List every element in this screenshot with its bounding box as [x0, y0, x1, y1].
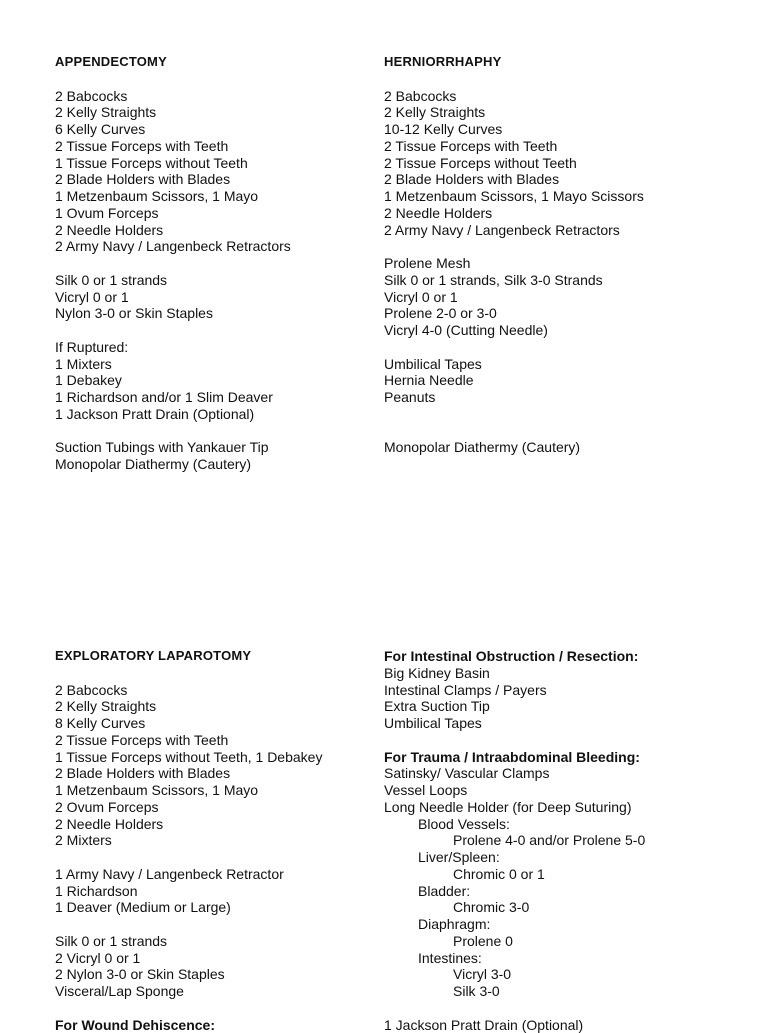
appendectomy-section [55, 54, 385, 473]
list-item: 2 Mixters [55, 832, 385, 849]
organ-label: Intestines: [384, 950, 744, 967]
list-item: 1 Metzenbaum Scissors, 1 Mayo [55, 188, 385, 205]
list-item: Vicryl 4-0 (Cutting Needle) [384, 322, 744, 339]
list-item: 2 Nylon 3-0 or Skin Staples [55, 966, 385, 983]
trauma-title: For Trauma / Intraabdominal Bleeding: [384, 749, 744, 766]
list-item: Nylon 3-0 or Skin Staples [55, 305, 385, 322]
herniorrhaphy-title: HERNIORRHAPHY [384, 54, 744, 71]
list-item: 1 Jackson Pratt Drain (Optional) [384, 1017, 744, 1033]
ruptured-label: If Ruptured: [55, 339, 385, 356]
list-item: Long Needle Holder (for Deep Suturing) [384, 799, 744, 816]
list-item: Monopolar Diathermy (Cautery) [55, 456, 385, 473]
appendectomy-title: APPENDECTOMY [55, 54, 385, 71]
organ-label: Diaphragm: [384, 916, 744, 933]
list-item: 6 Kelly Curves [55, 121, 385, 138]
list-item: 1 Tissue Forceps without Teeth [55, 155, 385, 172]
list-item: 2 Tissue Forceps with Teeth [55, 732, 385, 749]
list-item: 2 Blade Holders with Blades [55, 765, 385, 782]
list-item: Vessel Loops [384, 782, 744, 799]
obstruction-title: For Intestinal Obstruction / Resection: [384, 648, 744, 665]
list-item: 2 Army Navy / Langenbeck Retractors [384, 222, 744, 239]
herniorrhaphy-section [384, 54, 744, 456]
list-item: Hernia Needle [384, 372, 744, 389]
list-item: 2 Ovum Forceps [55, 799, 385, 816]
organ-suture: Vicryl 3-0 [384, 966, 744, 983]
organ-suture: Prolene 4-0 and/or Prolene 5-0 [384, 832, 744, 849]
list-item: Peanuts [384, 389, 744, 406]
organ-label: Blood Vessels: [384, 816, 744, 833]
list-item: 2 Blade Holders with Blades [55, 171, 385, 188]
list-item: 1 Debakey [55, 372, 385, 389]
list-item: 2 Babcocks [384, 88, 744, 105]
organ-label: Bladder: [384, 883, 744, 900]
list-item: 2 Babcocks [55, 682, 385, 699]
list-item: 1 Richardson and/or 1 Slim Deaver [55, 389, 385, 406]
laparotomy-section [55, 648, 385, 1033]
list-item: 1 Richardson [55, 883, 385, 900]
list-item: 2 Tissue Forceps with Teeth [55, 138, 385, 155]
list-item: Vicryl 0 or 1 [384, 289, 744, 306]
organ-suture: Chromic 3-0 [384, 899, 744, 916]
list-item: Vicryl 0 or 1 [55, 289, 385, 306]
list-item: 1 Tissue Forceps without Teeth, 1 Debakey [55, 749, 385, 766]
list-item: Silk 0 or 1 strands [55, 272, 385, 289]
list-item: Big Kidney Basin [384, 665, 744, 682]
list-item: 1 Metzenbaum Scissors, 1 Mayo Scissors [384, 188, 744, 205]
list-item: Extra Suction Tip [384, 698, 744, 715]
list-item: 2 Blade Holders with Blades [384, 171, 744, 188]
list-item: Monopolar Diathermy (Cautery) [384, 439, 744, 456]
organ-suture: Chromic 0 or 1 [384, 866, 744, 883]
list-item: 10-12 Kelly Curves [384, 121, 744, 138]
list-item: Prolene 2-0 or 3-0 [384, 305, 744, 322]
list-item: Silk 0 or 1 strands, Silk 3-0 Strands [384, 272, 744, 289]
list-item: 2 Kelly Straights [55, 698, 385, 715]
list-item: 2 Needle Holders [55, 816, 385, 833]
list-item: 2 Needle Holders [55, 222, 385, 239]
list-item: Satinsky/ Vascular Clamps [384, 765, 744, 782]
list-item: Silk 0 or 1 strands [55, 933, 385, 950]
list-item: 1 Deaver (Medium or Large) [55, 899, 385, 916]
organ-suture: Prolene 0 [384, 933, 744, 950]
list-item: 1 Ovum Forceps [55, 205, 385, 222]
list-item: 8 Kelly Curves [55, 715, 385, 732]
organ-suture: Silk 3-0 [384, 983, 744, 1000]
list-item: Visceral/Lap Sponge [55, 983, 385, 1000]
list-item: 2 Needle Holders [384, 205, 744, 222]
list-item: Umbilical Tapes [384, 715, 744, 732]
list-item: Prolene Mesh [384, 255, 744, 272]
list-item: 1 Jackson Pratt Drain (Optional) [55, 406, 385, 423]
list-item: 2 Tissue Forceps without Teeth [384, 155, 744, 172]
list-item: Suction Tubings with Yankauer Tip [55, 439, 385, 456]
dehiscence-title: For Wound Dehiscence: [55, 1017, 385, 1033]
list-item: Intestinal Clamps / Payers [384, 682, 744, 699]
list-item: 2 Kelly Straights [384, 104, 744, 121]
list-item: 1 Mixters [55, 356, 385, 373]
list-item: 2 Babcocks [55, 88, 385, 105]
laparotomy-title: EXPLORATORY LAPAROTOMY [55, 648, 385, 665]
organ-label: Liver/Spleen: [384, 849, 744, 866]
list-item: 2 Kelly Straights [55, 104, 385, 121]
list-item: Umbilical Tapes [384, 356, 744, 373]
specialty-section [384, 648, 744, 1033]
list-item: 2 Army Navy / Langenbeck Retractors [55, 238, 385, 255]
list-item: 1 Metzenbaum Scissors, 1 Mayo [55, 782, 385, 799]
list-item: 2 Tissue Forceps with Teeth [384, 138, 744, 155]
list-item: 2 Vicryl 0 or 1 [55, 950, 385, 967]
list-item: 1 Army Navy / Langenbeck Retractor [55, 866, 385, 883]
